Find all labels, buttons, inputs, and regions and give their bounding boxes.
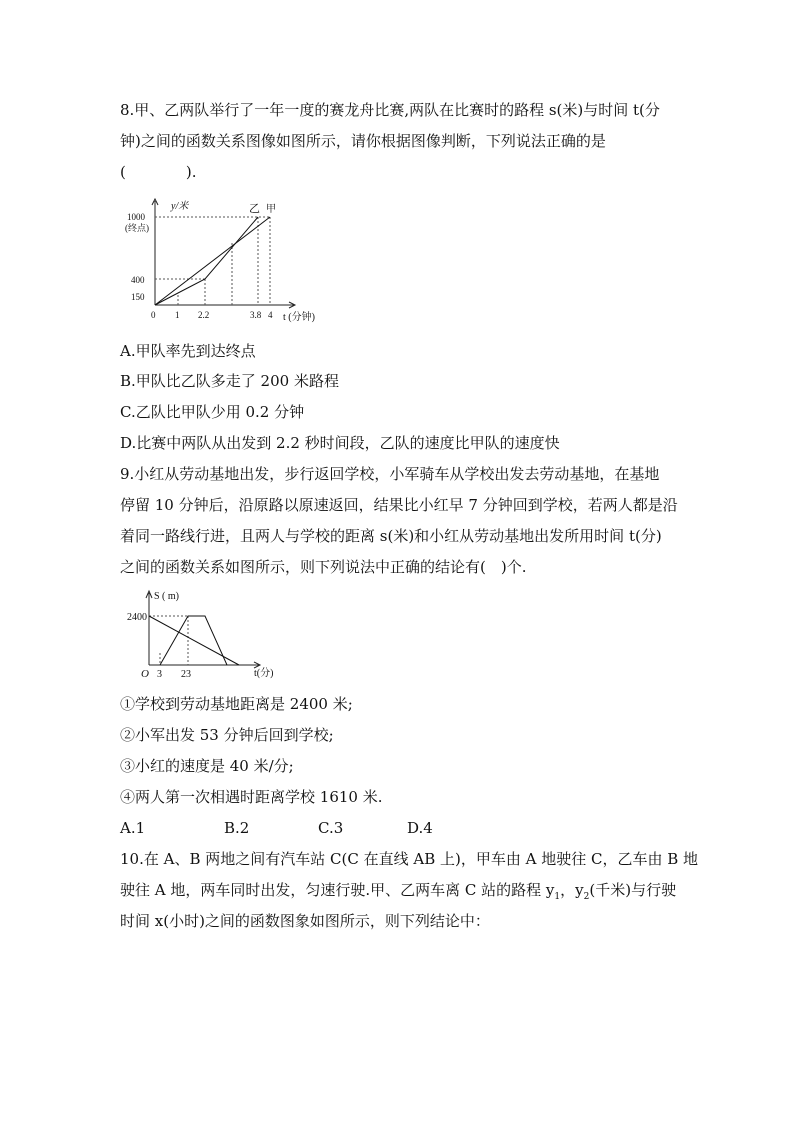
q10-line-2-part-b: ，y (560, 881, 584, 899)
q8-line-1: 8.甲、乙两队举行了一年一度的赛龙舟比赛,两队在比赛时的路程 s(米)与时间 t(分 (120, 101, 660, 119)
q9-tick-3: 3 (157, 669, 162, 680)
q9-statement-2: ②小军出发 53 分钟后回到学校; (120, 726, 334, 744)
q9-x-label: t(分) (254, 668, 274, 679)
q9-choice-a: A.1 (120, 819, 146, 837)
q9-choice-b: B.2 (224, 819, 250, 837)
q10-subscript-1: 1 (554, 892, 561, 902)
q10-subscript-2: 2 (583, 892, 590, 902)
q8-tick-2.2: 2.2 (198, 310, 210, 320)
q8-label-150: 150 (131, 292, 145, 302)
q9-line-2: 停留 10 分钟后，沿原路以原速返回，结果比小红早 7 分钟回到学校，若两人都是沿 (120, 496, 678, 514)
q9-tick-23: 23 (181, 669, 191, 680)
q10-line-2-part-a: 驶往 A 地，两车同时出发，匀速行驶.甲、乙两车离 C 站的路程 y (120, 881, 555, 899)
q8-label-jia: 甲 (266, 204, 276, 215)
q9-graph (127, 587, 287, 682)
q9-line-1: 9.小红从劳动基地出发，步行返回学校，小军骑车从学校出发去劳动基地，在基地 (120, 465, 660, 483)
q8-tick-4: 4 (268, 310, 273, 320)
q8-graph (125, 195, 340, 330)
q9-y-label: S ( m) (154, 591, 179, 602)
q10-line-3: 时间 x(小时)之间的函数图象如图所示，则下列结论中： (120, 912, 490, 930)
q9-origin: O (141, 668, 149, 680)
q8-tick-1: 1 (175, 310, 180, 320)
q10-line-2 (120, 880, 676, 907)
q10-line-2-part-c: (千米)与行驶 (589, 881, 677, 899)
q10-line-1: 10.在 A、B 两地之间有汽车站 C(C 在直线 AB 上)，甲车由 A 地驶往 C，乙车由 B 地 (120, 850, 699, 868)
q8-option-a: A.甲队率先到达终点 (120, 342, 256, 360)
q9-line-xiaohong (149, 616, 239, 665)
q9-choice-c: C.3 (318, 819, 344, 837)
q8-option-c: C.乙队比甲队少用 0.2 分钟 (120, 403, 305, 421)
q9-choice-d: D.4 (407, 819, 433, 837)
q8-tick-3.8: 3.8 (250, 310, 262, 320)
q8-label-400: 400 (131, 275, 145, 285)
q8-label-1000: 1000 (127, 212, 145, 222)
q9-label-2400: 2400 (127, 612, 147, 623)
q8-option-d: D.比赛中两队从出发到 2.2 秒时间段，乙队的速度比甲队的速度快 (120, 434, 560, 452)
q8-line-3: ( ). (120, 163, 197, 181)
q8-label-end: (终点) (125, 223, 149, 233)
q8-line-jia (155, 217, 270, 305)
q9-statement-3: ③小红的速度是 40 米/分; (120, 757, 294, 775)
q9-line-4: 之间的函数关系如图所示，则下列说法中正确的结论有( )个. (120, 558, 527, 576)
q9-line-3: 着同一路线行进，且两人与学校的距离 s(米)和小红从劳动基地出发所用时间 t(分) (120, 527, 662, 545)
q9-statement-1: ①学校到劳动基地距离是 2400 米; (120, 695, 353, 713)
q9-statement-4: ④两人第一次相遇时距离学校 1610 米. (120, 788, 383, 806)
q8-label-yi: 乙 (249, 203, 260, 215)
q8-line-2: 钟)之间的函数关系图像如图所示，请你根据图像判断，下列说法正确的是 (120, 132, 606, 150)
q8-y-label: y/米 (171, 201, 189, 212)
q8-origin: 0 (151, 310, 156, 320)
q8-x-label: t (分钟) (283, 312, 315, 323)
q8-line-yi (155, 217, 258, 305)
q8-option-b: B.甲队比乙队多走了 200 米路程 (120, 372, 339, 390)
